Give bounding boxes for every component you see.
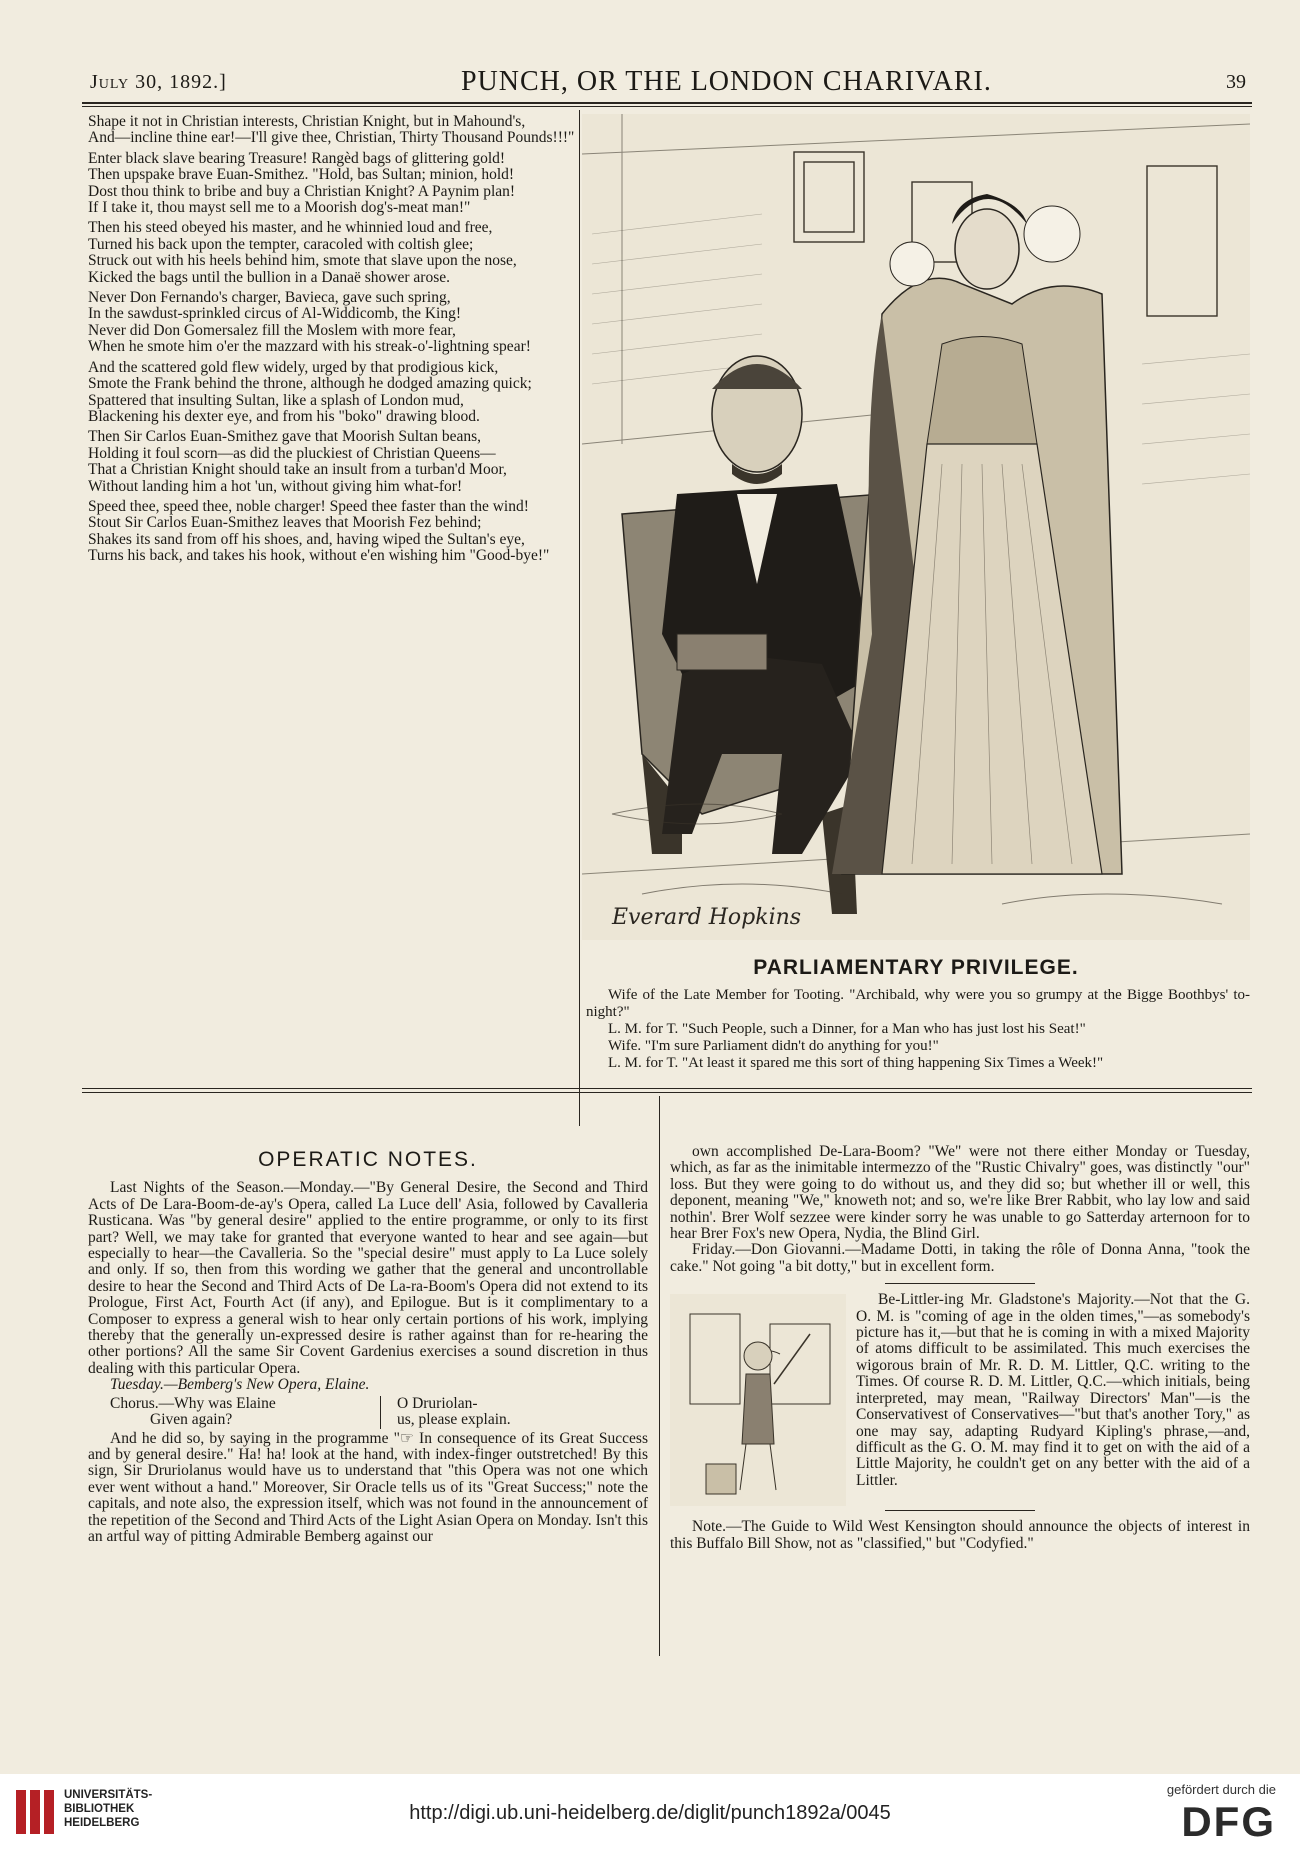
library-name-line: UNIVERSITÄTS- xyxy=(64,1789,153,1801)
poem-line: Never did Don Gomersalez fill the Moslem with more fear, xyxy=(88,321,456,339)
poem-line: That a Christian Knight should take an insult from a turban'd Moor, xyxy=(88,461,507,479)
poem-line: Speed thee, speed thee, noble charger! Speed thee faster than the wind! xyxy=(88,497,529,515)
caption-line: Wife of the Late Member for Tooting. "Archibald, why were you so grumpy at the Bigge Boothbys' to-night?" xyxy=(586,987,1250,1020)
poem-line: Kicked the bags until the bullion in a Danaë shower arose. xyxy=(88,268,450,286)
poem-line: Then Sir Carlos Euan-Smithez gave that Moorish Sultan beans, xyxy=(88,428,482,446)
cartoon-illustration xyxy=(582,114,1250,940)
running-header xyxy=(82,62,1252,104)
poem-line: If I take it, thou mayst sell me to a Moorish dog's-meat man!" xyxy=(88,199,471,217)
poem-stanza xyxy=(88,499,576,565)
chorus-right xyxy=(381,1396,511,1429)
littler-item xyxy=(670,1292,1250,1489)
article-paragraph: Friday.—Don Giovanni.—Madame Dotti, in taking the rôle of Donna Anna, "took the cake." Not going "a bit dotty," but in excellent form. xyxy=(670,1241,1250,1275)
right-column xyxy=(670,1144,1250,1552)
poem-line: Never Don Fernando's charger, Bavieca, gave such spring, xyxy=(88,289,451,307)
poem-stanza xyxy=(88,360,576,426)
poem-line: Holding it foul scorn—as did the pluckiest of Christian Queens— xyxy=(88,444,496,462)
chorus-line: O Druriolan- xyxy=(397,1394,478,1412)
poem-line: Shape it not in Christian interests, Christian Knight, but in Mahound's, xyxy=(88,113,526,130)
column-divider xyxy=(659,1096,660,1656)
chorus-block xyxy=(88,1396,648,1429)
library-name-line: BIBLIOTHEK xyxy=(64,1803,135,1815)
article-paragraph: Tuesday.—Bemberg's New Opera, Elaine. xyxy=(110,1376,370,1394)
library-name-line: HEIDELBERG xyxy=(64,1817,140,1829)
article-paragraph: Note.—The Guide to Wild West Kensington should announce the objects of interest in this Buffalo Bill Show, not as "classified," but "Codyfied." xyxy=(670,1518,1250,1552)
poem-stanza xyxy=(88,290,576,356)
poem-line: Dost thou think to bribe and buy a Christian Knight? A Paynim plan! xyxy=(88,182,516,200)
poem-line: Without landing him a hot 'un, without giving him what-for! xyxy=(88,477,463,495)
section-divider-double xyxy=(82,1092,1252,1093)
poem-line: When he smote him o'er the mazzard with his streak-o'-lightning spear! xyxy=(88,338,531,356)
funder-label: gefördert durch die xyxy=(1166,1782,1276,1797)
dfg-logo: DFG xyxy=(1181,1798,1276,1845)
caption-line: L. M. for T. "At least it spared me this sort of thing happening Six Times a Week!" xyxy=(608,1055,1104,1071)
poem-stanza xyxy=(88,151,576,217)
article-paragraph: Be-Littler-ing Mr. Gladstone's Majority.—Not that the G. O. M. is "coming of age in the olden times,"—as somebody's picture has it,—but that he is coming in with a mixed Majority of atoms difficult to be assimilated. This much exercises the wigorous brain of Mr. R. D. M. Littler, Q.C. writing to the Times. Of course R. D. M. Littler, Q.C.—which initials, being interpreted, may mean, "Railway Directors' Man"—is the Conservativest of Conservatives—"but that's another Tory," as one may say, adapting Rudyard Kipling's phrase,—and, difficult as the G. O. M. may find it to get on with the aid of a Little Majority, he couldn't get on any better with the aid of a Littler. xyxy=(856,1291,1250,1489)
section-heading: OPERATIC NOTES. xyxy=(258,1148,478,1171)
short-divider xyxy=(885,1510,1035,1511)
chorus-line: Chorus.—Why was Elaine xyxy=(110,1394,276,1412)
poem-stanza xyxy=(88,114,576,147)
artist-signature: Everard Hopkins xyxy=(612,905,802,930)
chorus-left xyxy=(88,1396,381,1429)
poem-line: Then his steed obeyed his master, and he whinnied loud and free, xyxy=(88,219,493,237)
article-paragraph: Last Nights of the Season.—Monday.—"By General Desire, the Second and Third Acts of De Lara-Boom-de-ay's Opera, called La Luce dell' Asia, followed by Cavalleria Rusticana. Was "by general desire" applied to the entire programme, or only to its first part? Well, we may take for granted that everyone wanted to hear and see again—but especially to hear—the Cavalleria. So the "special desire" must apply to La Luce solely and only. If so, then from this wording we gather that the general and uncontrollable desire to hear the Second and Third Acts of De La-ra-Boom's Opera did not extend to its Prologue, First Act, Fourth Act (if any), and Epilogue. But is it complimentary to a Composer to express a general wish to hear only certain portions of his work, implying thereby that the generally un-expressed desire is rather against than for re-hearing the other portions? All the same Sir Covent Gardenius exercises a sound discretion in thus dealing with this particular Opera. xyxy=(88,1179,648,1377)
article-paragraph: And he did so, by saying in the programme "☞ In consequence of its Great Success and by general desire." Ha! ha! look at the hand, with index-finger outstretched! By this sign, Sir Druriolanus would have us to understand that "this Opera was not one which ever went without a hand." Moreover, Sir Oracle tells us of its "Great Success;" note the capitals, and note also, the expression itself, which was not found in the announcement of the repetition of the Second and Third Acts of the Light Asian Opera on Monday. Isn't this an artful way of pitting Admirable Bemberg against our xyxy=(88,1429,648,1545)
cartoon-caption xyxy=(586,987,1250,1072)
poem-line: Struck out with his heels behind him, smote that slave upon the nose, xyxy=(88,252,517,270)
page-number: 39 xyxy=(1226,70,1246,93)
poem-line: And—incline thine ear!—I'll give thee, Christian, Thirty Thousand Pounds!!!" xyxy=(88,129,575,147)
source-url-link[interactable]: http://digi.ub.uni-heidelberg.de/diglit/punch1892a/0045 xyxy=(409,1802,891,1824)
poem-line: Smote the Frank behind the throne, although he dodged amazing quick; xyxy=(88,375,532,393)
cartoon-title: PARLIAMENTARY PRIVILEGE. xyxy=(753,956,1079,979)
column-divider xyxy=(579,110,580,1126)
caption-line: L. M. for T. "Such People, such a Dinner, for a Man who has just lost his Seat!" xyxy=(608,1021,1086,1037)
poem-line: Turns his back, and takes his hook, without e'en wishing him "Good-bye!" xyxy=(88,547,550,565)
chorus-line: us, please explain. xyxy=(397,1411,511,1429)
poem-stanza xyxy=(88,429,576,495)
poem-line: Blackening his dexter eye, and from his "boko" drawing blood. xyxy=(88,407,480,425)
littler-illustration xyxy=(670,1294,846,1506)
poem-stanza xyxy=(88,220,576,286)
publication-title: PUNCH, OR THE LONDON CHARIVARI. xyxy=(460,66,992,97)
caption-line: Wife. "I'm sure Parliament didn't do anything for you!" xyxy=(608,1038,939,1054)
poem-line: And the scattered gold flew widely, urged by that prodigious kick, xyxy=(88,358,499,376)
poem-line: Turned his back upon the tempter, caracoled with coltish glee; xyxy=(88,235,474,253)
short-divider xyxy=(885,1283,1035,1284)
digitization-footer xyxy=(0,1774,1300,1851)
cartoon-drawing xyxy=(582,114,1250,940)
issue-date: July 30, 1892.] xyxy=(90,70,227,93)
chorus-line: Given again? xyxy=(150,1411,233,1429)
header-double-rule xyxy=(82,106,1252,107)
operatic-notes-column xyxy=(88,1144,648,1545)
section-divider xyxy=(82,1088,1252,1089)
page-frame xyxy=(82,52,1252,1672)
poem-line: Shakes its sand from off his shoes, and, having wiped the Sultan's eye, xyxy=(88,530,525,548)
poem-line: Spattered that insulting Sultan, like a splash of London mud, xyxy=(88,391,464,409)
poem-column xyxy=(88,114,576,569)
poem-line: In the sawdust-sprinkled circus of Al-Widdicomb, the King! xyxy=(88,305,462,323)
poem-line: Enter black slave bearing Treasure! Rangèd bags of glittering gold! xyxy=(88,149,506,167)
poem-line: Then upspake brave Euan-Smithez. "Hold, bas Sultan; minion, hold! xyxy=(88,166,515,184)
poem-line: Stout Sir Carlos Euan-Smithez leaves that Moorish Fez behind; xyxy=(88,514,482,532)
article-paragraph: own accomplished De-Lara-Boom? "We" were not there either Monday or Tuesday, which, as far as the inimitable intermezzo of the "Rustic Chivalry" goes, was distinctly "our" loss. But they were going to do without us, and they did so; but whether ill or well, this deponent, meaning "We," knoweth not; and so, we're like Brer Rabbit, who lay low and said nothin'. Brer Wolf sezzee were kinder sorry he was unable to go Satterday arternoon for to hear Brer Fox's new Opera, Nydia, the Blind Girl. xyxy=(670,1143,1250,1243)
